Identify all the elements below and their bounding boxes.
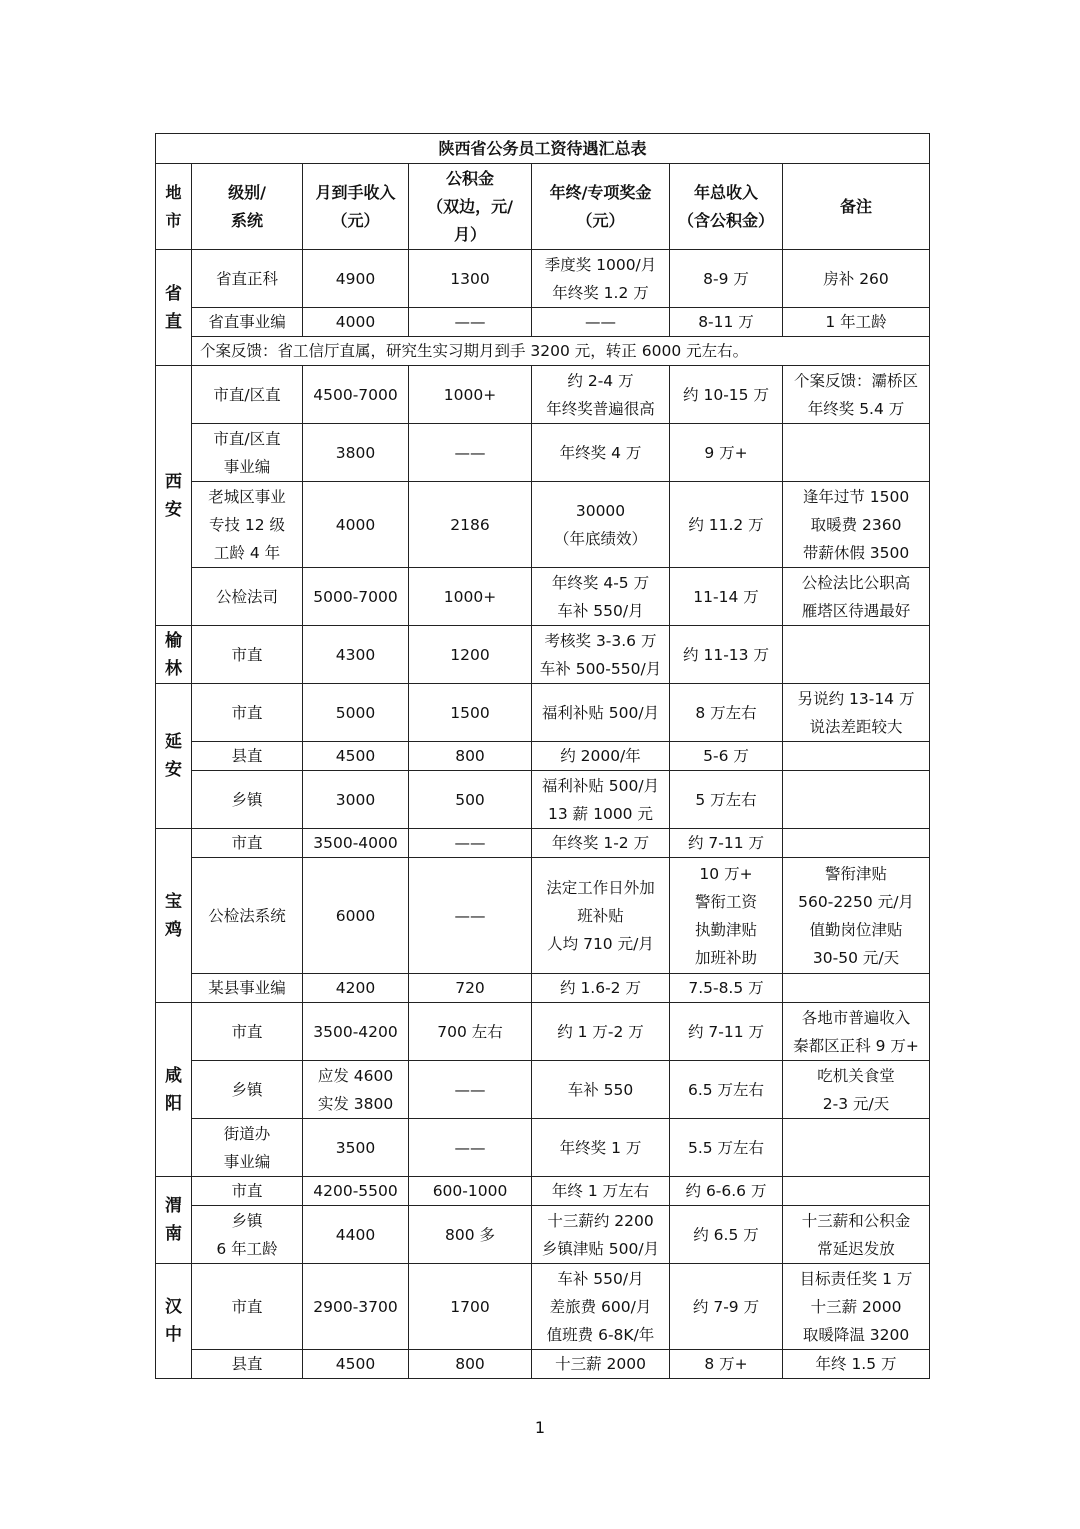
annual-income-cell: 8 万+ bbox=[670, 1350, 783, 1379]
housing-fund-cell: 1200 bbox=[409, 626, 532, 684]
column-header: 地 市 bbox=[156, 164, 192, 250]
bonus-cell: 考核奖 3-3.6 万 车补 500-550/月 bbox=[532, 626, 670, 684]
annual-income-cell: 8-11 万 bbox=[670, 308, 783, 337]
column-header: 年总收入 （含公积金） bbox=[670, 164, 783, 250]
remark-cell bbox=[783, 424, 930, 482]
remark-cell: 公检法比公职高 雁塔区待遇最好 bbox=[783, 568, 930, 626]
bonus-cell: 福利补贴 500/月 13 薪 1000 元 bbox=[532, 771, 670, 829]
monthly-income-cell: 4500 bbox=[303, 1350, 409, 1379]
housing-fund-cell: 700 左右 bbox=[409, 1003, 532, 1061]
housing-fund-cell: 720 bbox=[409, 974, 532, 1003]
level-cell: 县直 bbox=[192, 1350, 303, 1379]
monthly-income-cell: 4400 bbox=[303, 1206, 409, 1264]
bonus-cell: 年终奖 1 万 bbox=[532, 1119, 670, 1177]
bonus-cell: 年终奖 4-5 万 车补 550/月 bbox=[532, 568, 670, 626]
remark-cell: 另说约 13-14 万 说法差距较大 bbox=[783, 684, 930, 742]
annual-income-cell: 5.5 万左右 bbox=[670, 1119, 783, 1177]
salary-summary-table bbox=[155, 133, 930, 1379]
housing-fund-cell: 800 多 bbox=[409, 1206, 532, 1264]
housing-fund-cell: —— bbox=[409, 308, 532, 337]
housing-fund-cell: 800 bbox=[409, 742, 532, 771]
remark-cell bbox=[783, 1119, 930, 1177]
level-cell: 乡镇 6 年工龄 bbox=[192, 1206, 303, 1264]
level-cell: 市直 bbox=[192, 829, 303, 858]
table-row bbox=[156, 1003, 930, 1061]
region-cell: 省 直 bbox=[156, 250, 192, 366]
housing-fund-cell: 1000+ bbox=[409, 568, 532, 626]
region-cell: 西 安 bbox=[156, 366, 192, 626]
housing-fund-cell: 1300 bbox=[409, 250, 532, 308]
remark-cell: 个案反馈：灞桥区 年终奖 5.4 万 bbox=[783, 366, 930, 424]
table-row bbox=[156, 337, 930, 366]
monthly-income-cell: 3500 bbox=[303, 1119, 409, 1177]
region-cell: 榆 林 bbox=[156, 626, 192, 684]
remark-cell bbox=[783, 829, 930, 858]
table-row bbox=[156, 1350, 930, 1379]
annual-income-cell: 10 万+ 警衔工资 执勤津贴 加班补助 bbox=[670, 858, 783, 974]
annual-income-cell: 约 7-11 万 bbox=[670, 829, 783, 858]
housing-fund-cell: —— bbox=[409, 1061, 532, 1119]
table-row bbox=[156, 858, 930, 974]
housing-fund-cell: 1000+ bbox=[409, 366, 532, 424]
bonus-cell: 车补 550 bbox=[532, 1061, 670, 1119]
table-row bbox=[156, 1264, 930, 1350]
table-row bbox=[156, 568, 930, 626]
remark-cell: 吃机关食堂 2-3 元/天 bbox=[783, 1061, 930, 1119]
page-number: 1 bbox=[534, 1418, 546, 1437]
monthly-income-cell: 4500-7000 bbox=[303, 366, 409, 424]
bonus-cell: 约 1 万-2 万 bbox=[532, 1003, 670, 1061]
remark-cell bbox=[783, 742, 930, 771]
annual-income-cell: 约 6-6.6 万 bbox=[670, 1177, 783, 1206]
level-cell: 市直 bbox=[192, 684, 303, 742]
column-header: 公积金 （双边，元/ 月） bbox=[409, 164, 532, 250]
table-title: 陕西省公务员工资待遇汇总表 bbox=[156, 134, 930, 164]
column-header: 级别/ 系统 bbox=[192, 164, 303, 250]
remark-cell: 年终 1.5 万 bbox=[783, 1350, 930, 1379]
annual-income-cell: 约 11.2 万 bbox=[670, 482, 783, 568]
annual-income-cell: 6.5 万左右 bbox=[670, 1061, 783, 1119]
annual-income-cell: 约 7-9 万 bbox=[670, 1264, 783, 1350]
bonus-cell: 约 1.6-2 万 bbox=[532, 974, 670, 1003]
annual-income-cell: 约 11-13 万 bbox=[670, 626, 783, 684]
bonus-cell: 福利补贴 500/月 bbox=[532, 684, 670, 742]
column-header: 年终/专项奖金 （元） bbox=[532, 164, 670, 250]
level-cell: 市直 bbox=[192, 1177, 303, 1206]
annual-income-cell: 11-14 万 bbox=[670, 568, 783, 626]
annual-income-cell: 约 6.5 万 bbox=[670, 1206, 783, 1264]
remark-cell: 十三薪和公积金 常延迟发放 bbox=[783, 1206, 930, 1264]
table-row bbox=[156, 626, 930, 684]
housing-fund-cell: 1500 bbox=[409, 684, 532, 742]
bonus-cell: 约 2000/年 bbox=[532, 742, 670, 771]
region-cell: 咸 阳 bbox=[156, 1003, 192, 1177]
table-row bbox=[156, 1119, 930, 1177]
annual-income-cell: 7.5-8.5 万 bbox=[670, 974, 783, 1003]
annual-income-cell: 约 10-15 万 bbox=[670, 366, 783, 424]
table-row bbox=[156, 308, 930, 337]
table-row bbox=[156, 829, 930, 858]
level-cell: 省直正科 bbox=[192, 250, 303, 308]
housing-fund-cell: —— bbox=[409, 829, 532, 858]
annual-income-cell: 5-6 万 bbox=[670, 742, 783, 771]
remark-cell: 目标责任奖 1 万 十三薪 2000 取暖降温 3200 bbox=[783, 1264, 930, 1350]
table-row bbox=[156, 424, 930, 482]
level-cell: 某县事业编 bbox=[192, 974, 303, 1003]
level-cell: 市直 bbox=[192, 1264, 303, 1350]
monthly-income-cell: 4200-5500 bbox=[303, 1177, 409, 1206]
monthly-income-cell: 2900-3700 bbox=[303, 1264, 409, 1350]
region-cell: 宝 鸡 bbox=[156, 829, 192, 1003]
region-cell: 渭 南 bbox=[156, 1177, 192, 1264]
monthly-income-cell: 5000-7000 bbox=[303, 568, 409, 626]
bonus-cell: 十三薪 2000 bbox=[532, 1350, 670, 1379]
housing-fund-cell: 1700 bbox=[409, 1264, 532, 1350]
remark-cell: 警衔津贴 560-2250 元/月 值勤岗位津贴 30-50 元/天 bbox=[783, 858, 930, 974]
monthly-income-cell: 4000 bbox=[303, 308, 409, 337]
bonus-cell: 年终奖 4 万 bbox=[532, 424, 670, 482]
bonus-cell: 30000 （年底绩效） bbox=[532, 482, 670, 568]
monthly-income-cell: 3500-4200 bbox=[303, 1003, 409, 1061]
monthly-income-cell: 3000 bbox=[303, 771, 409, 829]
remark-cell bbox=[783, 626, 930, 684]
region-cell: 延 安 bbox=[156, 684, 192, 829]
level-cell: 市直 bbox=[192, 1003, 303, 1061]
remark-cell bbox=[783, 974, 930, 1003]
bonus-cell: 法定工作日外加 班补贴 人均 710 元/月 bbox=[532, 858, 670, 974]
region-cell: 汉 中 bbox=[156, 1264, 192, 1379]
level-cell: 市直/区直 事业编 bbox=[192, 424, 303, 482]
housing-fund-cell: 800 bbox=[409, 1350, 532, 1379]
level-cell: 乡镇 bbox=[192, 1061, 303, 1119]
level-cell: 公检法司 bbox=[192, 568, 303, 626]
level-cell: 老城区事业 专技 12 级 工龄 4 年 bbox=[192, 482, 303, 568]
annual-income-cell: 5 万左右 bbox=[670, 771, 783, 829]
level-cell: 公检法系统 bbox=[192, 858, 303, 974]
monthly-income-cell: 4500 bbox=[303, 742, 409, 771]
bonus-cell: 年终 1 万左右 bbox=[532, 1177, 670, 1206]
housing-fund-cell: —— bbox=[409, 858, 532, 974]
housing-fund-cell: 500 bbox=[409, 771, 532, 829]
housing-fund-cell: 2186 bbox=[409, 482, 532, 568]
table-row bbox=[156, 742, 930, 771]
table-row bbox=[156, 1177, 930, 1206]
monthly-income-cell: 应发 4600 实发 3800 bbox=[303, 1061, 409, 1119]
housing-fund-cell: —— bbox=[409, 424, 532, 482]
table-row bbox=[156, 366, 930, 424]
level-cell: 乡镇 bbox=[192, 771, 303, 829]
level-cell: 县直 bbox=[192, 742, 303, 771]
level-cell: 市直/区直 bbox=[192, 366, 303, 424]
bonus-cell: 季度奖 1000/月 年终奖 1.2 万 bbox=[532, 250, 670, 308]
column-header: 月到手收入 （元） bbox=[303, 164, 409, 250]
remark-cell: 各地市普遍收入 秦都区正科 9 万+ bbox=[783, 1003, 930, 1061]
remark-cell bbox=[783, 1177, 930, 1206]
table-row bbox=[156, 250, 930, 308]
column-header: 备注 bbox=[783, 164, 930, 250]
housing-fund-cell: 600-1000 bbox=[409, 1177, 532, 1206]
monthly-income-cell: 6000 bbox=[303, 858, 409, 974]
monthly-income-cell: 3500-4000 bbox=[303, 829, 409, 858]
remark-cell: 逢年过节 1500 取暖费 2360 带薪休假 3500 bbox=[783, 482, 930, 568]
level-cell: 街道办 事业编 bbox=[192, 1119, 303, 1177]
annual-income-cell: 8 万左右 bbox=[670, 684, 783, 742]
annual-income-cell: 约 7-11 万 bbox=[670, 1003, 783, 1061]
remark-cell: 房补 260 bbox=[783, 250, 930, 308]
housing-fund-cell: —— bbox=[409, 1119, 532, 1177]
monthly-income-cell: 4300 bbox=[303, 626, 409, 684]
monthly-income-cell: 3800 bbox=[303, 424, 409, 482]
monthly-income-cell: 4200 bbox=[303, 974, 409, 1003]
level-cell: 市直 bbox=[192, 626, 303, 684]
bonus-cell: 年终奖 1-2 万 bbox=[532, 829, 670, 858]
monthly-income-cell: 4000 bbox=[303, 482, 409, 568]
bonus-cell: 车补 550/月 差旅费 600/月 值班费 6-8K/年 bbox=[532, 1264, 670, 1350]
annual-income-cell: 8-9 万 bbox=[670, 250, 783, 308]
table-row bbox=[156, 684, 930, 742]
monthly-income-cell: 4900 bbox=[303, 250, 409, 308]
bonus-cell: —— bbox=[532, 308, 670, 337]
monthly-income-cell: 5000 bbox=[303, 684, 409, 742]
bonus-cell: 约 2-4 万 年终奖普遍很高 bbox=[532, 366, 670, 424]
table-row bbox=[156, 771, 930, 829]
annual-income-cell: 9 万+ bbox=[670, 424, 783, 482]
bonus-cell: 十三薪约 2200 乡镇津贴 500/月 bbox=[532, 1206, 670, 1264]
remark-cell bbox=[783, 771, 930, 829]
header-row bbox=[156, 164, 930, 250]
table-row bbox=[156, 974, 930, 1003]
table-row bbox=[156, 1206, 930, 1264]
remark-cell: 1 年工龄 bbox=[783, 308, 930, 337]
table-row bbox=[156, 1061, 930, 1119]
case-feedback-note: 个案反馈：省工信厅直属，研究生实习期月到手 3200 元，转正 6000 元左右。 bbox=[192, 337, 930, 366]
level-cell: 省直事业编 bbox=[192, 308, 303, 337]
table-row bbox=[156, 482, 930, 568]
